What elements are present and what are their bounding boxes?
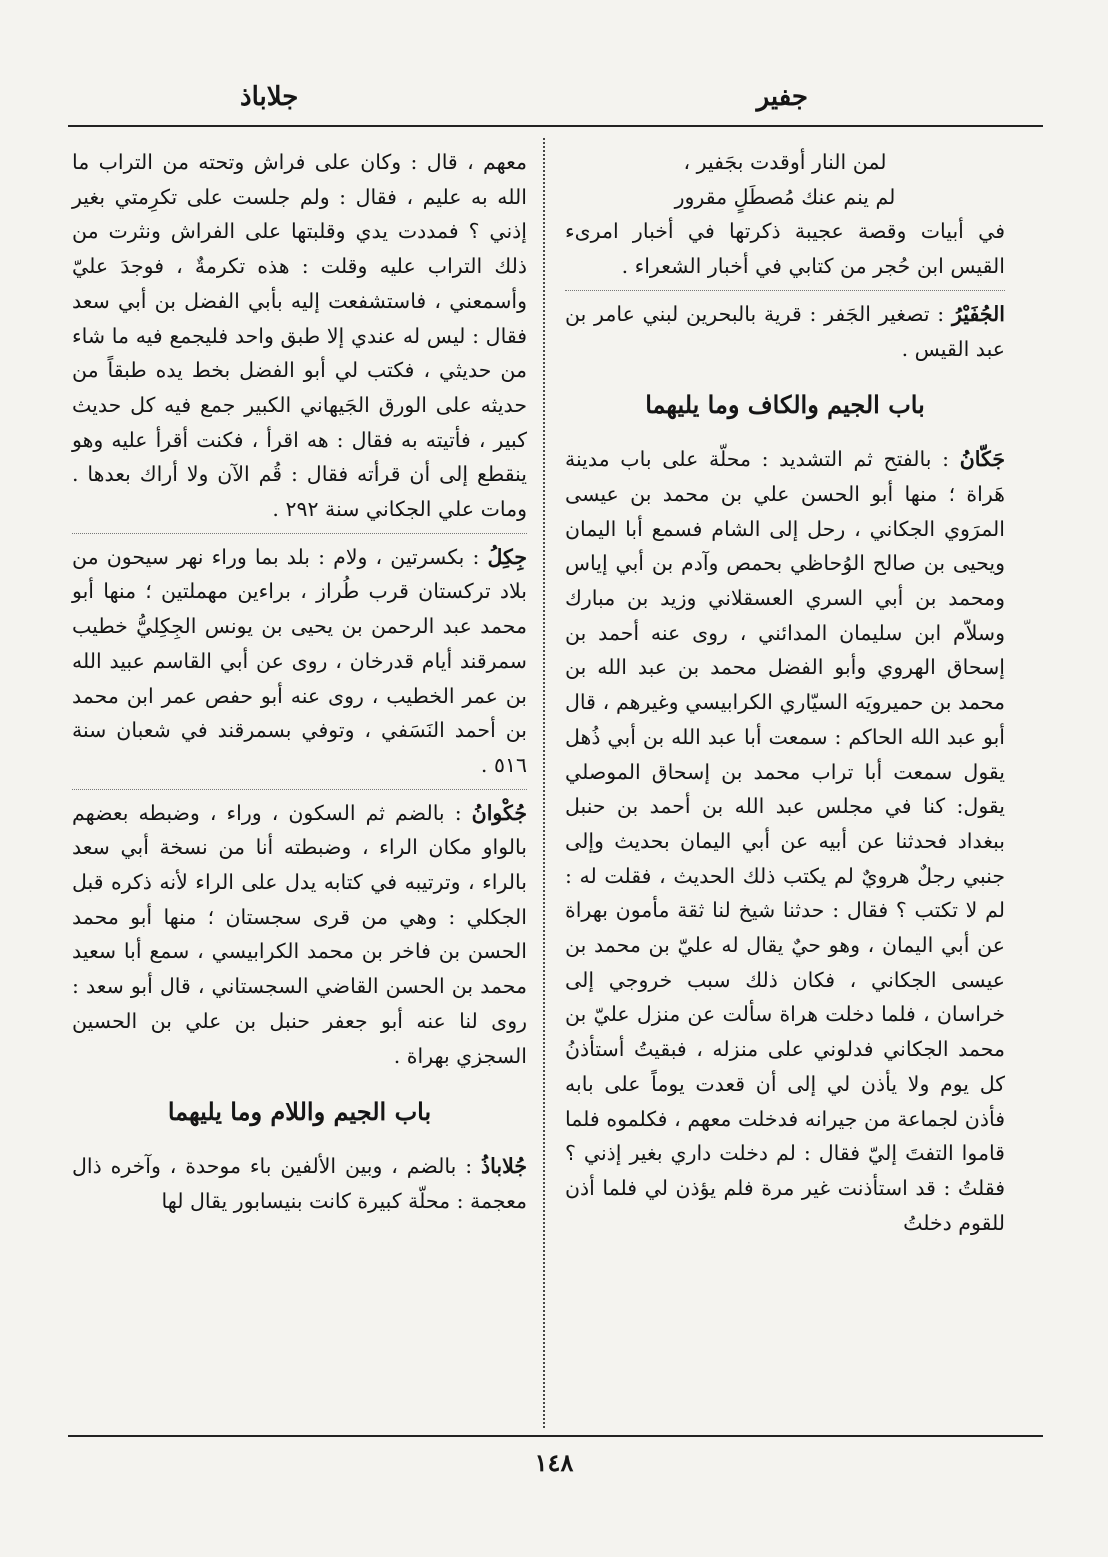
entry-text: : تصغير الجَفر : قرية بالبحرين لبني عامر بن عبد القيس . — [565, 301, 1005, 361]
left-running-head: جلاباذ — [240, 82, 299, 112]
footer-rule — [68, 1435, 1043, 1437]
header-rule — [68, 125, 1043, 127]
entry-headword: جَكّانُ — [959, 447, 1005, 472]
dictionary-entry — [72, 1149, 527, 1218]
entry-headword: جِكِلُ — [487, 544, 527, 569]
left-column — [72, 145, 527, 1219]
column-divider — [543, 138, 545, 1428]
dictionary-entry — [72, 796, 527, 1074]
entry-headword: جُلاباذُ — [481, 1154, 527, 1179]
dictionary-entry — [565, 442, 1005, 1240]
dictionary-entry — [565, 297, 1005, 366]
right-column — [565, 145, 1005, 1240]
entry-text: : بالضم ، وبين الألفين باء موحدة ، وآخره ذال معجمة : محلّة كبيرة كانت بنيسابور يقال لها — [72, 1154, 527, 1213]
entry-text: : بالضم ثم السكون ، وراء ، وضبطه بعضهم بالواو مكان الراء ، وضبطته أنا من نسخة أبي سعد بالراء ، وترتيبه في كتابه يدل على الراء لأنه ذكره قبل الجكلي : وهي من قرى سجستان ؛ منها أبو محمد الحسن بن فاخر بن محمد الكرابيسي ، سمع أبا سعيد محمد بن الحسن القاضي السجستاني ، قال أبو سعد : روى لنا عنه أبو جعفر حنبل بن علي بن الحسين السجزي بهراة . — [72, 800, 527, 1068]
entry-text: : بكسرتين ، ولام : بلد بما وراء نهر سيحون من بلاد تركستان قرب طُراز ، براءين مهملتين ؛ منها أبو محمد عبد الرحمن بن يحيى بن يونس الجِكِليُّ خطيب سمرقند أيام قدرخان ، روى عن أبي القاسم عبيد الله بن عمر الخطيب ، روى عنه أبو حفص عمر ابن محمد بن أحمد النَسَفي ، وتوفي بسمرقند في شعبان سنة ٥١٦ . — [72, 544, 527, 777]
page-number: ١٤٨ — [534, 1448, 574, 1477]
dictionary-entry — [72, 540, 527, 783]
entry-separator — [72, 789, 527, 790]
entry-text: : بالفتح ثم التشديد : محلّة على باب مدينة هَراة ؛ منها أبو الحسن علي بن محمد بن عيسى المرَوي الجكاني ، رحل إلى الشام فسمع أبا اليمان ويحيى بن صالح الوُحاظي بحمص وآدم بن أبي إياس ومحمد بن أبي السري العسقلاني وزيد بن مبارك وسلاّم ابن سليمان المدائني ، روى عنه أحمد بن إسحاق الهروي وأبو الفضل محمد بن عبد الله بن محمد بن حميرويَه السيّاري الكرابيسي وغيرهم ، قال أبو عبد الله الحاكم : سمعت أبا عبد الله بن أبي ذُهل يقول سمعت أبا تراب محمد بن إسحاق الموصلي يقول: كنا في مجلس عبد الله بن أحمد بن حنبل ببغداد فحدثنا عن أبيه عن أبي اليمان بحديث وإلى جنبي رجلٌ هرويٌ لم يكتب ذلك الحديث ، فقلت له : لم لا تكتب ؟ فقال : حدثنا شيخ لنا ثقة مأمون بهراة عن أبي اليمان ، وهو حيٌ يقال له عليّ بن محمد بن عيسى الجكاني ، فكان ذلك سبب خروجي إلى خراسان ، فلما دخلت هراة سألت عن منزل عليّ بن محمد الجكاني فدلوني على منزله ، فبقيتُ أستأذنُ كل يوم ولا يأذن لي إلى أن قعدت يوماً على بابه فأذن لجماعة من جيرانه فدخلت معهم ، فكلموه فلما قاموا التفتَ إليّ فقال : لم دخلت داري بغير إذني ؟ فقلتُ : قد استأذنت غير مرة فلم يؤذن لي فلما أذن للقوم دخلتُ — [565, 447, 1005, 1235]
right-running-head: جفير — [756, 82, 808, 112]
section-heading: باب الجيم والكاف وما يليهما — [645, 390, 925, 420]
verse-line: لمن النار أوقدت بجَفير ، — [683, 150, 887, 174]
entry-headword: الجُفَيْرُ — [951, 301, 1005, 326]
entry-separator — [72, 533, 527, 534]
paragraph: في أبيات وقصة عجيبة ذكرتها في أخبار امرىء القيس ابن حُجر من كتابي في أخبار الشعراء . — [565, 219, 1005, 279]
verse-line: لم ينم عنك مُصطَلٍ مقرور — [674, 184, 896, 209]
entry-headword: جُكْوانُ — [471, 800, 527, 825]
entry-separator — [565, 290, 1005, 291]
paragraph: معهم ، قال : وكان على فراش وتحته من التراب ما الله به عليم ، فقال : ولم جلست على تكرِمتي بغير إذني ؟ فمددت يدي وقلبتها على الفراش ونثرت من ذلك التراب عليه وقلت : هذه تكرمةٌ ، فوجدَ عليّ وأسمعني ، فاستشفعت إليه بأبي الفضل بن أبي سعد فقال : ليس له عندي إلا طبق واحد فليجمع فيه ما شاء من حديثي ، فكتب لي أبو الفضل بخط يده طبقاً من حديثه على الورق الجَيهاني الكبير جمع فيه كل حديث كبير ، فأتيته به فقال : هه اقرأ ، فكنت أقرأ عليه وهو ينقطع إلى أن قرأته فقال : قُم الآن ولا أراك بعدها . ومات علي الجكاني سنة ٢٩٢ . — [72, 150, 527, 522]
section-heading: باب الجيم واللام وما يليهما — [167, 1097, 432, 1127]
